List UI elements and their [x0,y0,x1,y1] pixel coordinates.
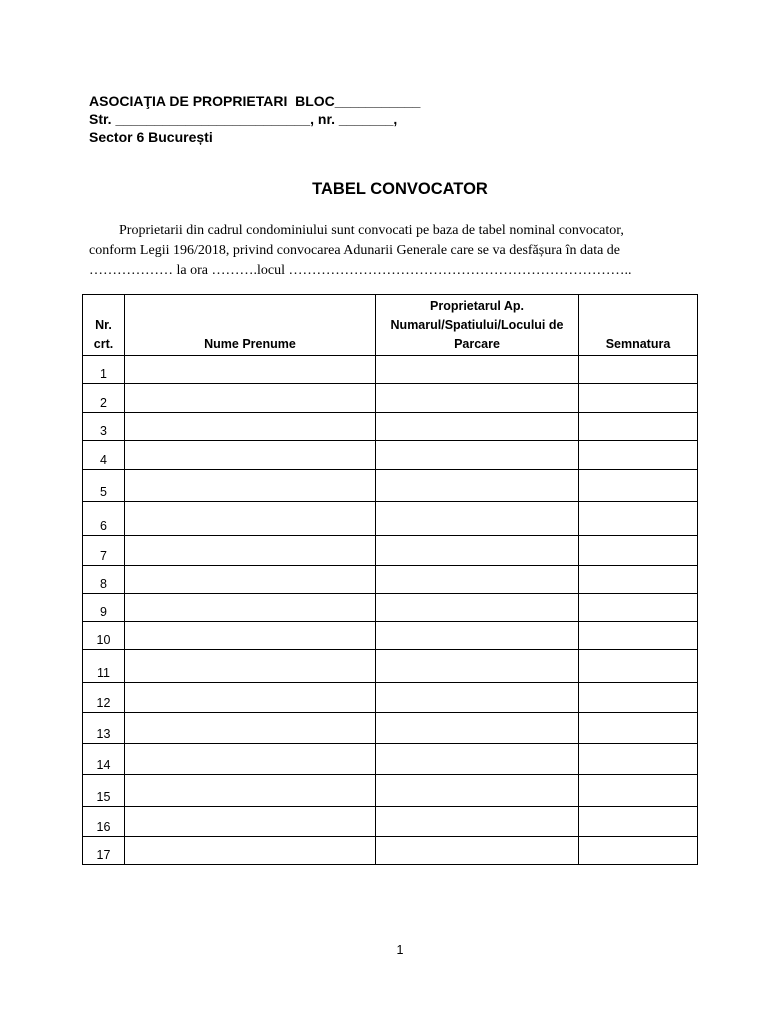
table-row [83,470,698,502]
row-number-cell: 2 [83,384,125,413]
signature-cell[interactable] [579,536,698,566]
row-number-cell: 17 [83,837,125,865]
intro-line-1: Proprietarii din cadrul condominiului sunt convocati pe baza de tabel nominal convocator, [119,223,624,238]
table-row [83,566,698,594]
signature-cell[interactable] [579,775,698,807]
name-cell[interactable] [125,536,376,566]
name-cell[interactable] [125,775,376,807]
row-number-cell: 14 [83,744,125,775]
name-cell[interactable] [125,622,376,650]
signature-cell[interactable] [579,502,698,536]
table-row [83,744,698,775]
row-number-cell: 11 [83,650,125,683]
table-row [83,384,698,413]
owner-cell[interactable] [376,594,579,622]
header-nr-line2: crt. [93,337,114,351]
name-cell[interactable] [125,713,376,744]
row-number-cell: 4 [83,441,125,470]
name-cell[interactable] [125,594,376,622]
owner-cell[interactable] [376,807,579,837]
table-row [83,650,698,683]
name-cell[interactable] [125,502,376,536]
owner-cell[interactable] [376,622,579,650]
name-cell[interactable] [125,650,376,683]
owner-cell[interactable] [376,837,579,865]
header-owner-line2: Numarul/Spatiului/Locului de [390,318,564,332]
signature-cell[interactable] [579,356,698,384]
name-cell[interactable] [125,837,376,865]
header-owner-line1: Proprietarul Ap. [430,299,524,313]
row-number-cell: 9 [83,594,125,622]
name-cell[interactable] [125,413,376,441]
owner-cell[interactable] [376,713,579,744]
header-owner-line3: Parcare [454,337,500,351]
name-cell[interactable] [125,566,376,594]
header-street-line: Str. _________________________, nr. _______, [89,111,398,127]
owner-cell[interactable] [376,683,579,713]
intro-line-2: conform Legii 196/2018, privind convocarea Adunarii Generale care se va desfășura în data de [89,243,621,258]
header-owner [376,295,579,356]
owner-cell[interactable] [376,650,579,683]
page-number: 1 [396,943,404,957]
row-number-cell: 7 [83,536,125,566]
table-row [83,536,698,566]
table-header-row [83,295,698,356]
document-title: TABEL CONVOCATOR [312,180,488,198]
owner-cell[interactable] [376,470,579,502]
table-row [83,413,698,441]
owner-cell[interactable] [376,413,579,441]
signature-cell[interactable] [579,713,698,744]
owner-cell[interactable] [376,441,579,470]
convocation-table [82,294,698,865]
signature-cell[interactable] [579,566,698,594]
signature-cell[interactable] [579,744,698,775]
header-sector-line: Sector 6 București [89,129,213,145]
signature-cell[interactable] [579,650,698,683]
table-row [83,683,698,713]
row-number-cell: 3 [83,413,125,441]
name-cell[interactable] [125,384,376,413]
signature-cell[interactable] [579,683,698,713]
owner-cell[interactable] [376,566,579,594]
name-cell[interactable] [125,744,376,775]
row-number-cell: 15 [83,775,125,807]
row-number-cell: 6 [83,502,125,536]
owner-cell[interactable] [376,356,579,384]
owner-cell[interactable] [376,502,579,536]
name-cell[interactable] [125,470,376,502]
signature-cell[interactable] [579,807,698,837]
name-cell[interactable] [125,683,376,713]
header-nr-line1: Nr. [95,318,112,332]
owner-cell[interactable] [376,775,579,807]
row-number-cell: 10 [83,622,125,650]
row-number-cell: 13 [83,713,125,744]
intro-paragraph [89,221,669,281]
table-row [83,594,698,622]
signature-cell[interactable] [579,594,698,622]
owner-cell[interactable] [376,384,579,413]
table-body [83,356,698,865]
table-row [83,775,698,807]
table-row [83,622,698,650]
header-nr-crt [83,295,125,356]
signature-cell[interactable] [579,384,698,413]
owner-cell[interactable] [376,744,579,775]
signature-cell[interactable] [579,837,698,865]
row-number-cell: 5 [83,470,125,502]
row-number-cell: 8 [83,566,125,594]
table-row [83,356,698,384]
intro-line-3: ……………… la ora ……….locul ……………………………………………………………….. [89,263,632,278]
table-row [83,441,698,470]
association-header [89,92,420,146]
name-cell[interactable] [125,807,376,837]
header-name: Nume Prenume [125,295,376,356]
header-association-line: ASOCIAŢIA DE PROPRIETARI BLOC___________ [89,93,421,109]
table-row [83,713,698,744]
name-cell[interactable] [125,356,376,384]
row-number-cell: 12 [83,683,125,713]
signature-cell[interactable] [579,470,698,502]
row-number-cell: 1 [83,356,125,384]
signature-cell[interactable] [579,441,698,470]
row-number-cell: 16 [83,807,125,837]
name-cell[interactable] [125,441,376,470]
owner-cell[interactable] [376,536,579,566]
table-row [83,807,698,837]
header-signature: Semnatura [579,295,698,356]
table-row [83,837,698,865]
table-row [83,502,698,536]
signature-cell[interactable] [579,413,698,441]
signature-cell[interactable] [579,622,698,650]
